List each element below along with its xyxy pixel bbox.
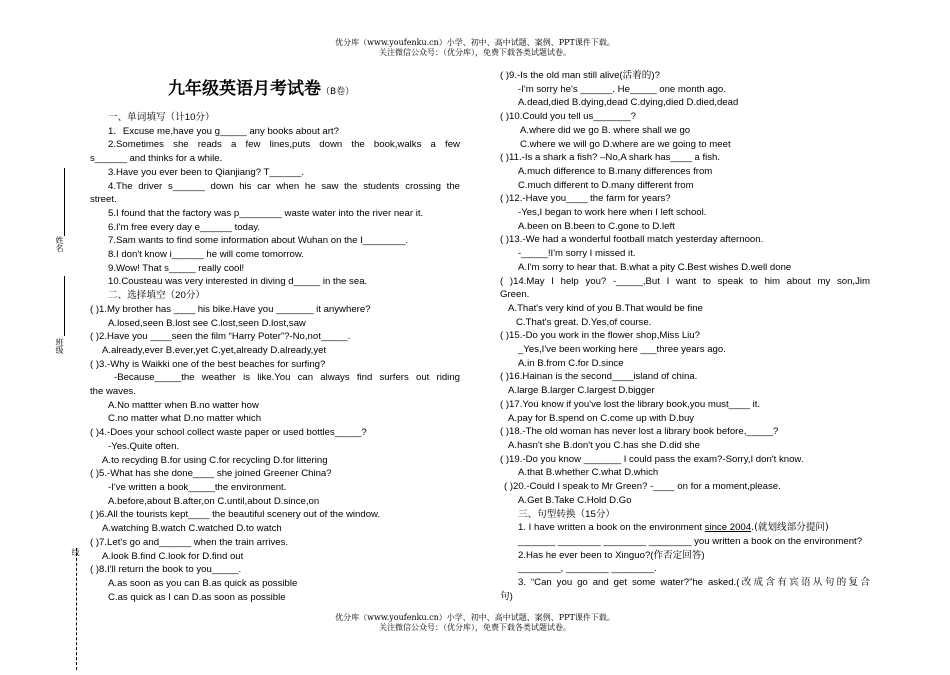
options: C.much different to D.many different from <box>518 179 694 191</box>
line: 2.Sometimes she reads a few lines,puts down the book,walks a few <box>108 139 460 151</box>
question: ( )13.-We had a wonderful football match yesterday afternoon. <box>500 234 764 246</box>
question: ( )3.-Why is Waikki one of the best beaches for surfing? <box>90 358 326 370</box>
underlined-phrase: since 2004 <box>704 522 752 534</box>
options: A.watching B.watch C.watched D.to watch <box>102 523 282 535</box>
options: A.in B.from C.for D.since <box>518 357 624 369</box>
transform-1 <box>500 521 870 535</box>
name-label: 姓名 <box>55 236 64 252</box>
options: C.That's great. D.Yes,of course. <box>516 316 652 328</box>
question: ( )6.All the tourists kept____ the beautiful scenery out of the window. <box>90 509 381 521</box>
class-label: 班级 <box>55 338 64 354</box>
options: A.to recyding B.for using C.for recycling D.for littering <box>102 454 328 466</box>
question: ( )5.-What has she done____ she joined Greener China? <box>90 468 332 480</box>
question: ( )8.I'll return the book to you_____. <box>90 564 242 576</box>
footer-line-2: 关注微信公众号：（优分库），免费下载各类试题试卷。 <box>379 623 571 632</box>
line: 8.I don't know i______ he will come tomorrow. <box>108 249 304 261</box>
question: ( )4.-Does your school collect waste paper or used bottles_____? <box>90 427 367 439</box>
line: 3.Have you ever been to Qianjiang? T______. <box>108 166 305 178</box>
title-main: 九年级英语月考试卷 <box>168 79 321 99</box>
options: C.where we will go D.where are we going to meet <box>520 138 731 150</box>
cut-line <box>76 548 77 670</box>
line: street. <box>90 194 117 206</box>
question: ( )18.-The old woman has never lost a library book before,_____? <box>500 426 779 438</box>
line: -I'm sorry he's ______. He_____ one month ago. <box>518 83 726 95</box>
question: ( )2.Have you ____seen the film “Harry Poter”?-No,not_____. <box>90 331 351 343</box>
line: 6.I'm free every day e______ today. <box>108 221 261 233</box>
left-column <box>90 111 460 604</box>
instruction: .(就划线部分提问) <box>751 522 829 534</box>
options: A.as soon as you can B.as quick as possible <box>108 577 298 589</box>
header-line-2: 关注微信公众号：（优分库），免费下载各类试题试卷。 <box>379 48 571 57</box>
line: _Yes,I've been working here ___three years ago. <box>518 344 726 356</box>
footer-line-1: 优分库（www.youfenku.cn）小学、初中、高中试题、案例、PPT课件下载。 <box>335 613 615 622</box>
question: ( )17.You know if you've lost the library book,you must____ it. <box>500 398 761 410</box>
line: -Yes,I began to work here when I left school. <box>518 207 707 219</box>
line: 1．Excuse me,have you g_____ any books about art? <box>108 125 339 137</box>
question: ( )15.-Do you work in the flower shop,Miss Liu? <box>500 330 700 342</box>
options: A.losed,seen B.lost see C.lost,seen D.lost,saw <box>108 317 306 329</box>
question: ( )9.-Is the old man still alive(活着的)? <box>500 70 660 81</box>
options: A.before,about B.after,on C.until,about D.since,on <box>108 495 320 507</box>
options: A.much difference to B.many differences from <box>518 165 713 177</box>
line: the waves. <box>90 386 136 398</box>
line: -Yes.Quite often. <box>108 440 180 452</box>
answer-blank: _______ ________ ________ ________ you written a book on the environment? <box>518 535 863 547</box>
line: -I've written a book_____the environment. <box>108 481 287 493</box>
options: A.hasn't she B.don't you C.has she D.did she <box>508 439 700 451</box>
question: ( )1.My brother has ____ his bike.Have you _______ it anywhere? <box>90 303 371 315</box>
question: ( )20.-Could I speak to Mr Green? -____ on for a moment,please. <box>504 481 781 493</box>
question: ( )7.Let's go and______ when the train arrives. <box>90 536 289 548</box>
options: C.no matter what D.no matter which <box>108 413 262 425</box>
options: A.that B.whether C.what D.which <box>518 467 659 479</box>
section-3-heading: 三、句型转换（15分） <box>518 508 616 520</box>
class-line <box>64 276 65 336</box>
header-line-1: 优分库（www.youfenku.cn）小学、初中、高中试题、案例、PPT课件下载。 <box>335 38 615 47</box>
page-header <box>0 38 950 58</box>
options: A.where did we go B. where shall we go <box>520 124 691 136</box>
transform-3: 3. “Can you go and get some water?”he asked.(改成含有宾语从句的复合 <box>518 577 870 589</box>
line: 5.I found that the factory was p________ waste water into the river near it. <box>108 207 424 219</box>
line: -Because_____the weather is like.You can always find surfers out riding <box>114 372 460 384</box>
question: ( )19.-Do you know _______ I could pass the exam?-Sorry,I don't know. <box>500 453 804 465</box>
options: A.already,ever B.ever,yet C.yet,already D.already,yet <box>102 344 327 356</box>
options: A.been on B.been to C.gone to D.left <box>518 220 675 232</box>
line: 1. I have written a book on the environment <box>518 522 705 534</box>
line: 10.Cousteau was very interested in diving d_____ in the sea. <box>108 276 368 288</box>
transform-2: 2.Has he ever been to Xinguo?(作否定回答) <box>518 549 705 561</box>
line: 7.Sam wants to find some information about Wuhan on the I________. <box>108 235 409 247</box>
title-sub: （B卷） <box>321 87 355 97</box>
line: 4.The driver s______ down his car when he saw the students crossing the <box>108 180 460 192</box>
line: s______ and thinks for a while. <box>90 153 223 165</box>
options: A.pay for B.spend on C.come up with D.buy <box>508 412 695 424</box>
options: A.Get B.Take C.Hold D.Go <box>518 494 632 506</box>
answer-blank: ________, ________ ________. <box>518 563 657 575</box>
question: ( )16.Hainan is the second____island of china. <box>500 371 698 383</box>
line: 9.Wow! That s_____ really cool! <box>108 262 245 274</box>
options: A.dead,died B.dying,dead C.dying,died D.died,dead <box>518 97 739 109</box>
options: A.look B.find C.look for D.find out <box>102 550 244 562</box>
question: ( )12.-Have you____ the farm for years? <box>500 193 671 205</box>
page-footer <box>0 613 950 633</box>
right-column <box>500 69 870 603</box>
page-title <box>168 74 354 99</box>
line: -_____!I'm sorry I missed it. <box>518 248 636 260</box>
name-line <box>64 168 65 236</box>
question: ( )14.May I help you? -_____,But I want to speak to him about my son,Jim <box>500 275 870 287</box>
line: 句) <box>500 590 513 602</box>
options: A.That's very kind of you B.That would be fine <box>508 302 703 314</box>
cut-line-label: 线 <box>71 548 80 556</box>
options: A.large B.larger C.largest D.bigger <box>508 385 655 397</box>
line: Green. <box>500 289 530 301</box>
options: A.No mattter when B.no watter how <box>108 399 259 411</box>
section-2-heading: 二、选择填空（20分） <box>108 290 206 302</box>
question: ( )10.Could you tell us_______? <box>500 111 637 123</box>
question: ( )11.-Is a shark a fish? –No,A shark has____ a fish. <box>500 152 721 164</box>
options: A.I'm sorry to hear that. B.what a pity C.Best wishes D.well done <box>518 261 792 273</box>
section-1-heading: 一、单词填写（计10分） <box>108 112 215 123</box>
options: C.as quick as I can D.as soon as possible <box>108 591 286 603</box>
